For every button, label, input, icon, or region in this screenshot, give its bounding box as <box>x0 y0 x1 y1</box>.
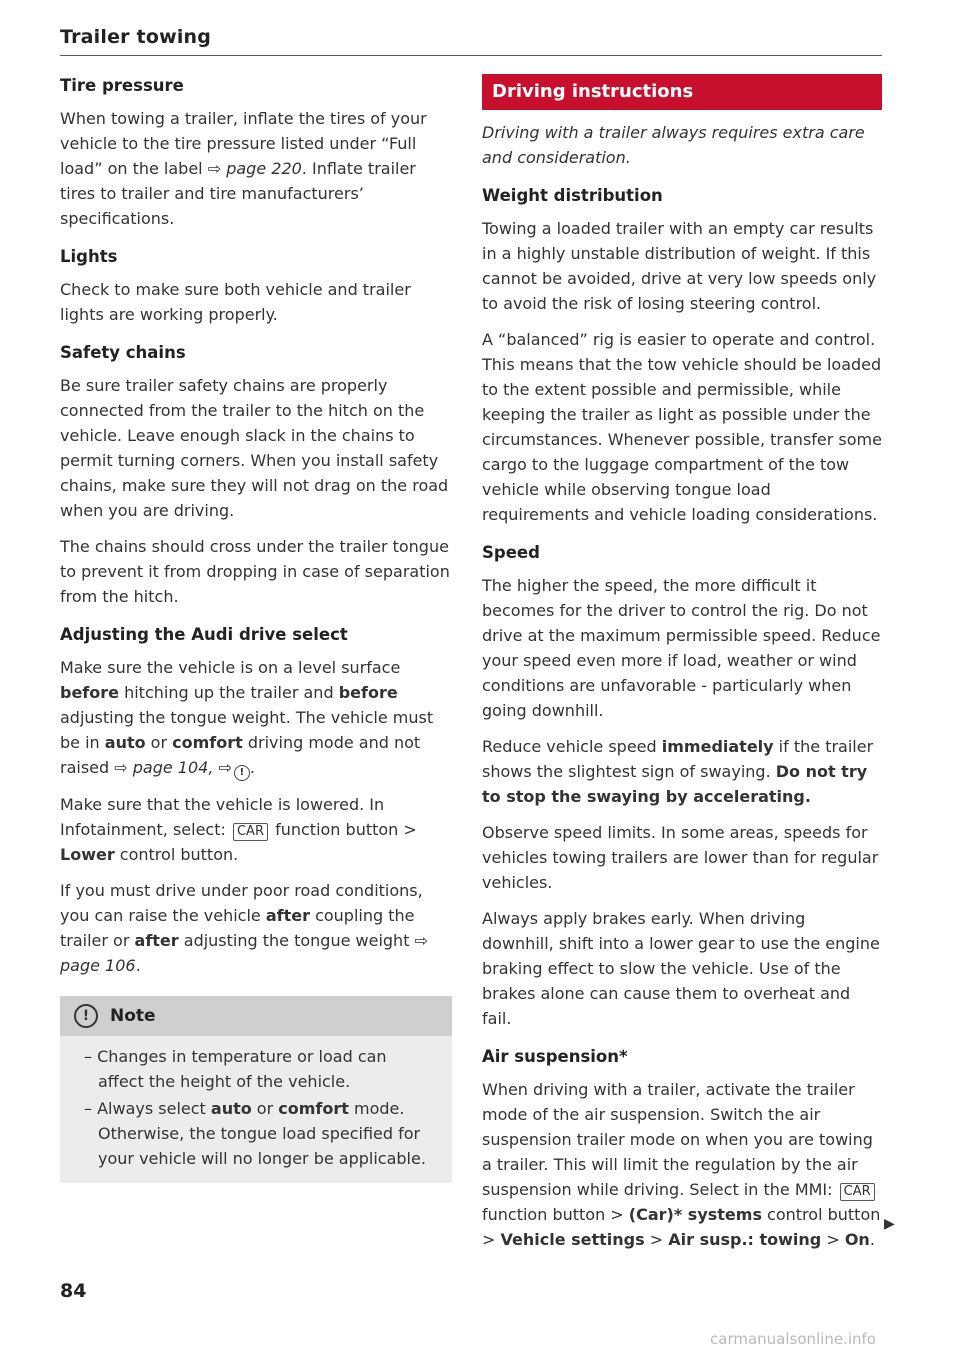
air-suspension-text: When driving with a trailer, activate the trailer mode of the air suspension. Switch the air suspension trailer mode on when you are towing a trailer. This will limit the regulation by the air suspension while driving. Select in the MMI: CAR function button > (Car)* systems control button > Vehicle settings > Air susp.: towing > On. <box>482 1080 881 1249</box>
page-number: 84 <box>60 1280 87 1302</box>
tire-pressure-text: When towing a trailer, inflate the tires of your vehicle to the tire pressure listed under “Full load” on the label ⇨ page 220. Inflate trailer tires to trailer and tire manufacturers’ specifications. <box>60 109 427 228</box>
note-list <box>60 1036 452 1171</box>
page-header <box>60 26 882 56</box>
note-box <box>60 996 452 1183</box>
safety-chains-text-1: Be sure trailer safety chains are properly connected from the trailer to the hitch on the vehicle. Leave enough slack in the chains to permit turning corners. When you install safety chains, make sure they will not drag on the road when you are driving. <box>60 376 449 520</box>
tire-pressure-heading: Tire pressure <box>60 76 184 95</box>
lights-text: Check to make sure both vehicle and trailer lights are working properly. <box>60 280 411 324</box>
note-title: Note <box>110 1005 156 1026</box>
speed-heading: Speed <box>482 543 540 562</box>
safety-chains-text-2: The chains should cross under the trailer tongue to prevent it from dropping in case of separation from the hitch. <box>60 537 450 606</box>
left-column <box>60 74 452 1183</box>
drive-select-heading: Adjusting the Audi drive select <box>60 625 348 644</box>
page-reference-link[interactable]: ⇨ page 104, <box>114 758 214 777</box>
car-key-label: CAR <box>840 1183 875 1201</box>
air-suspension-heading: Air suspension* <box>482 1047 628 1066</box>
watermark: carmanualsonline.info <box>710 1330 876 1348</box>
page-reference-link[interactable]: ⇨ page 106 <box>60 931 428 975</box>
caution-icon[interactable]: ! <box>234 765 250 781</box>
lights-heading: Lights <box>60 247 118 266</box>
speed-text-4: Always apply brakes early. When driving downhill, shift into a lower gear to use the engine braking effect to slow the vehicle. Use of the brakes alone can cause them to overheat and fail. <box>482 909 880 1028</box>
speed-text-3: Observe speed limits. In some areas, speeds for vehicles towing trailers are lower than for regular vehicles. <box>482 823 879 892</box>
list-item: – Always select auto or comfort mode. Otherwise, the tongue load specified for your vehicle will no longer be applicable. <box>84 1099 426 1168</box>
list-item: – Changes in temperature or load can affect the height of the vehicle. <box>84 1047 387 1091</box>
speed-text-1: The higher the speed, the more difficult it becomes for the driver to control the rig. Do not drive at the maximum permissible speed. Reduce your speed even more if load, weather or wind conditions are unfavorable - particularly when going downhill. <box>482 576 881 720</box>
weight-distribution-heading: Weight distribution <box>482 186 663 205</box>
drive-select-text-2: Make sure that the vehicle is lowered. In Infotainment, select: CAR function button > Lower control button. <box>60 795 417 864</box>
note-header <box>60 996 452 1036</box>
drive-select-text-1: Make sure the vehicle is on a level surface before hitching up the trailer and before adjusting the tongue weight. The vehicle must be in auto or comfort driving mode and not raised ⇨ page 104, ⇨ ! . <box>60 655 452 781</box>
weight-text-1: Towing a loaded trailer with an empty car results in a highly unstable distribution of weight. If this cannot be avoided, drive at very low speeds only to avoid the risk of losing steering control. <box>482 219 877 313</box>
driving-instructions-banner: Driving instructions <box>482 74 882 110</box>
speed-text-2: Reduce vehicle speed immediately if the trailer shows the slightest sign of swaying. Do not try to stop the swaying by accelerating. <box>482 737 874 806</box>
driving-intro: Driving with a trailer always requires extra care and consideration. <box>482 123 865 167</box>
car-key-label: CAR <box>233 823 268 841</box>
safety-chains-heading: Safety chains <box>60 343 186 362</box>
right-column <box>482 74 882 1263</box>
section-title: Trailer towing <box>60 26 212 48</box>
page-reference-link[interactable]: ⇨ page 220 <box>207 159 302 178</box>
drive-select-text-3: If you must drive under poor road conditions, you can raise the vehicle after coupling the trailer or after adjusting the tongue weight ⇨ page 106. <box>60 881 428 975</box>
weight-text-2: A “balanced” rig is easier to operate and control. This means that the tow vehicle should be loaded to the extent possible and permissible, while keeping the trailer as light as possible under the circumstances. Whenever possible, transfer some cargo to the luggage compartment of the tow vehicle while observing tongue load requirements and vehicle loading considerations. <box>482 330 882 524</box>
info-icon: ! <box>74 1004 98 1028</box>
continue-arrow-icon: ▶ <box>884 1216 895 1232</box>
